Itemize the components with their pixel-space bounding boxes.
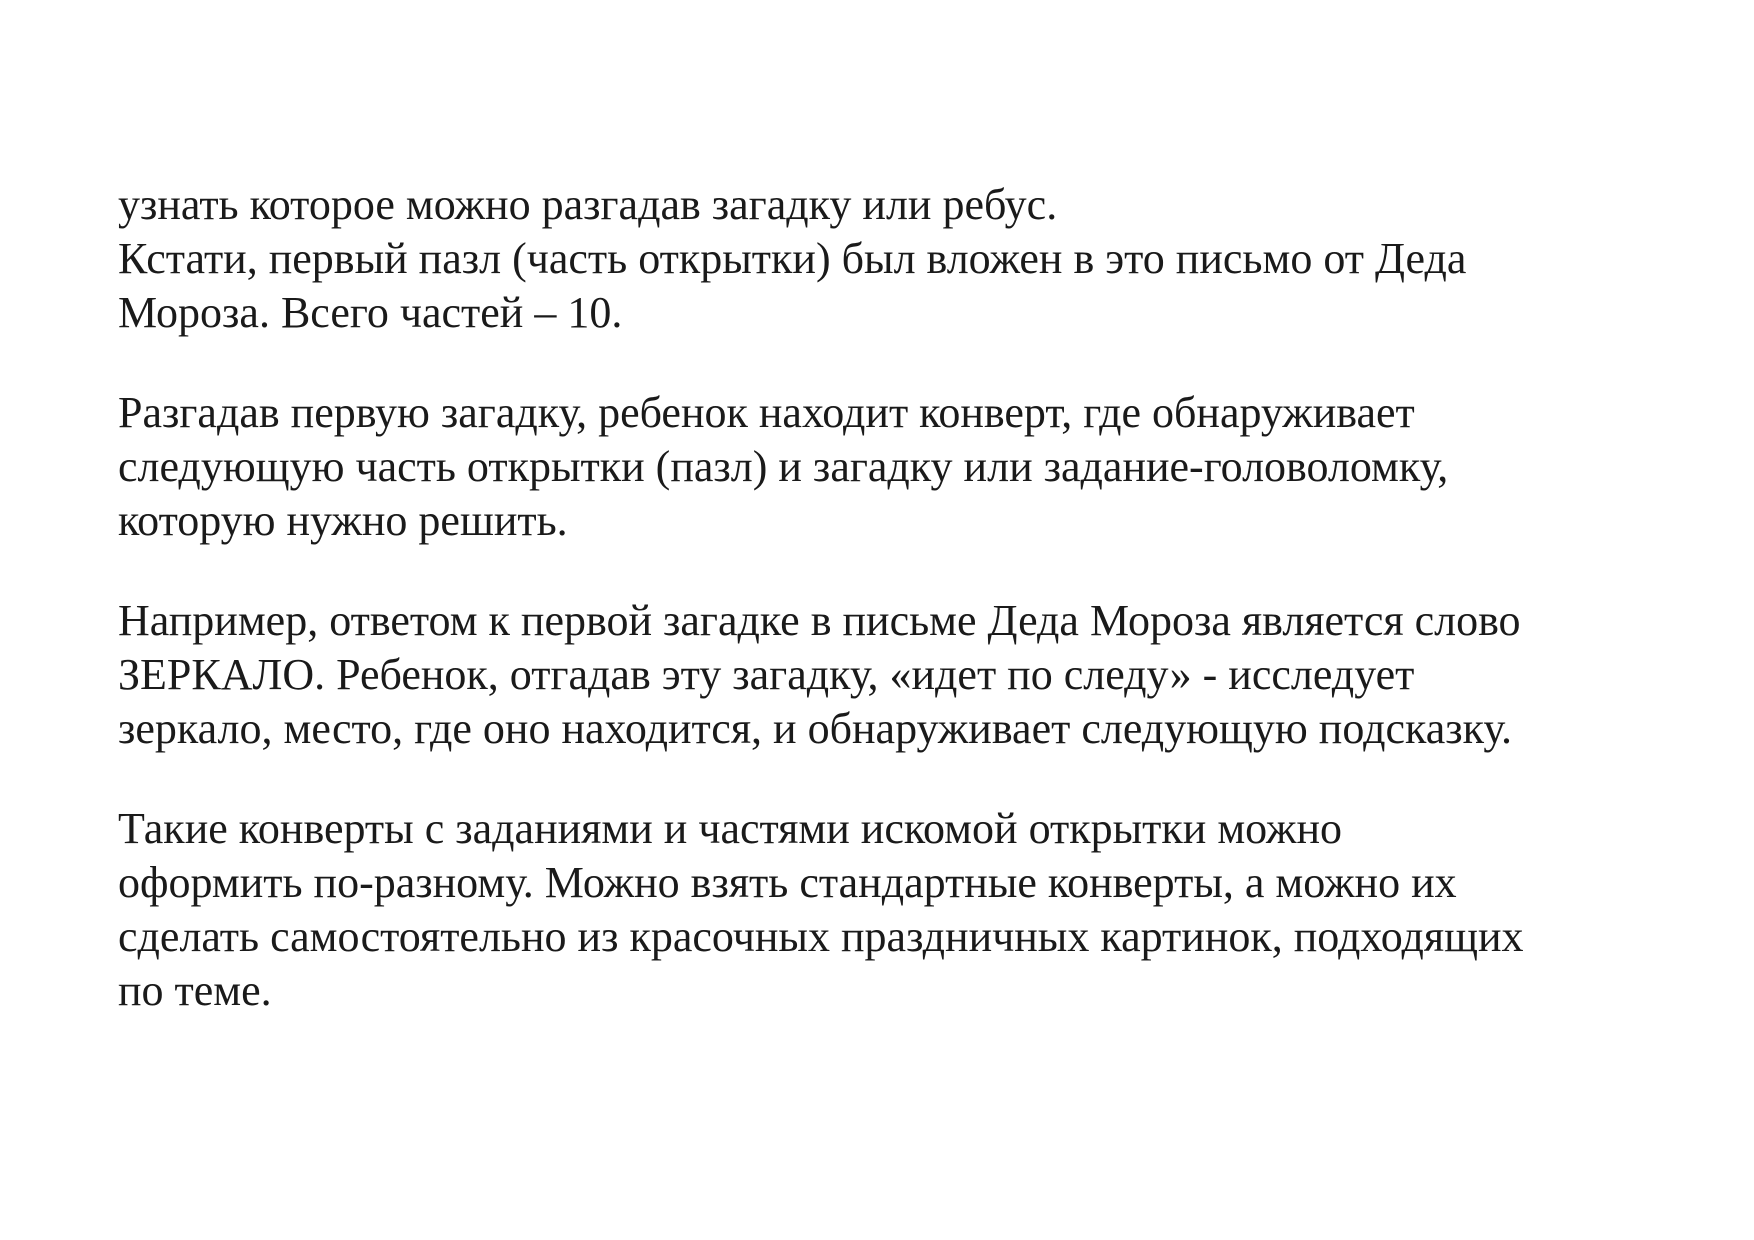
paragraph-1 bbox=[118, 178, 1678, 340]
paragraph-2 bbox=[118, 386, 1678, 548]
text-line: которую нужно решить. bbox=[118, 496, 568, 545]
text-line: зеркало, место, где оно находится, и обнаруживает следующую подсказку. bbox=[118, 704, 1512, 753]
text-line: оформить по-разному. Можно взять стандартные конверты, а можно их bbox=[118, 858, 1457, 907]
text-line: Мороза. Всего частей – 10. bbox=[118, 288, 623, 337]
paragraph-3 bbox=[118, 594, 1678, 756]
text-line: сделать самостоятельно из красочных праздничных картинок, подходящих bbox=[118, 912, 1524, 961]
text-line: следующую часть открытки (пазл) и загадку или задание-головоломку, bbox=[118, 442, 1449, 491]
text-line: Такие конверты с заданиями и частями искомой открытки можно bbox=[118, 804, 1343, 853]
text-line: Например, ответом к первой загадке в письме Деда Мороза является слово bbox=[118, 596, 1521, 645]
paragraph-4 bbox=[118, 802, 1678, 1018]
document-body bbox=[118, 178, 1678, 1064]
text-line: ЗЕРКАЛО. Ребенок, отгадав эту загадку, «идет по следу» - исследует bbox=[118, 650, 1415, 699]
text-line: Кстати, первый пазл (часть открытки) был вложен в это письмо от Деда bbox=[118, 234, 1467, 283]
text-line: Разгадав первую загадку, ребенок находит конверт, где обнаруживает bbox=[118, 388, 1415, 437]
text-line: по теме. bbox=[118, 966, 272, 1015]
text-line: узнать которое можно разгадав загадку или ребус. bbox=[118, 180, 1058, 229]
